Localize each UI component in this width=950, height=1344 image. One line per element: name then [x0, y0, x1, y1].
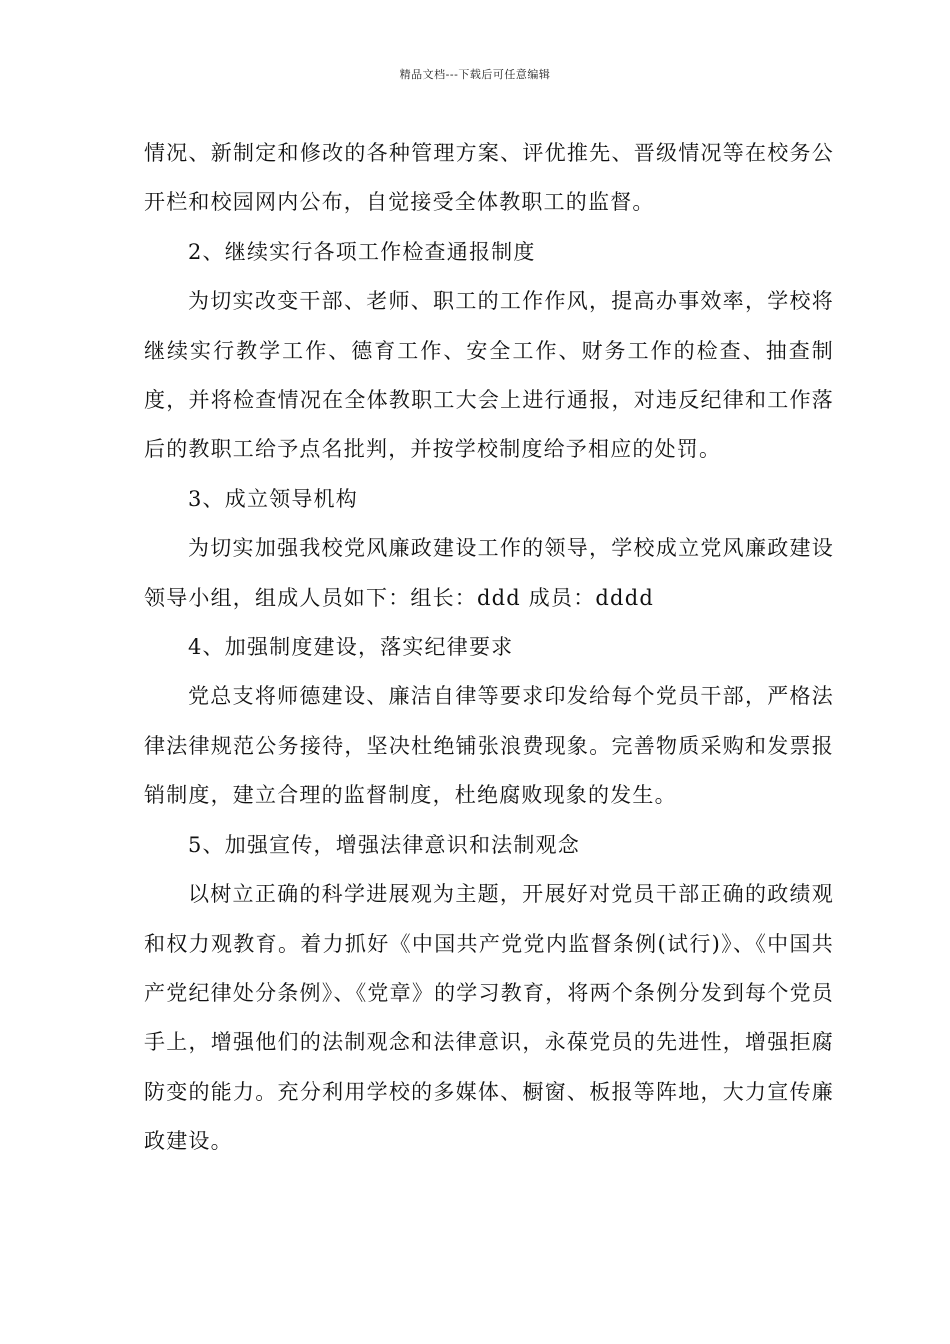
- paragraph-publicity: 以树立正确的科学进展观为主题，开展好对党员干部正确的政绩观和权力观教育。着力抓好《中国共产党党内监督条例(试行)》、《中国共产党纪律处分条例》、《党章》的学习教育，将两个条例分发到每个党员手上，增强他们的法制观念和法律意识，永葆党员的先进性，增强拒腐防变的能力。充分利用学校的多媒体、橱窗、板报等阵地，大力宣传廉政建设。: [144, 882, 834, 1154]
- section-heading-5: 5、加强宣传，增强法律意识和法制观念: [188, 832, 580, 857]
- paragraph-continuation: 情况、新制定和修改的各种管理方案、评优推先、晋级情况等在校务公开栏和校园网内公布，自觉接受全体教职工的监督。: [144, 141, 834, 215]
- paragraph-discipline: 党总支将师德建设、廉洁自律等要求印发给每个党员干部，严格法律法律规范公务接待，坚决杜绝铺张浪费现象。完善物质采购和发票报销制度，建立合理的监督制度，杜绝腐败现象的发生。: [144, 684, 834, 808]
- paragraph-inspection: 为切实改变干部、老师、职工的工作作风，提高办事效率，学校将继续实行教学工作、德育工作、安全工作、财务工作的检查、抽查制度，并将检查情况在全体教职工大会上进行通报，对违反纪律和工作落后的教职工给予点名批判，并按学校制度给予相应的处罚。: [144, 289, 834, 462]
- document-body: [144, 129, 834, 1167]
- section-heading-3: 3、成立领导机构: [188, 486, 358, 511]
- page-header: 精品文档---下载后可任意编辑: [399, 68, 551, 81]
- section-heading-2: 2、继续实行各项工作检查通报制度: [188, 239, 536, 264]
- section-heading-4: 4、加强制度建设，落实纪律要求: [188, 635, 514, 660]
- paragraph-leadership: 为切实加强我校党风廉政建设工作的领导，学校成立党风廉政建设领导小组，组成人员如下：组长：ddd 成员：dddd: [144, 536, 834, 610]
